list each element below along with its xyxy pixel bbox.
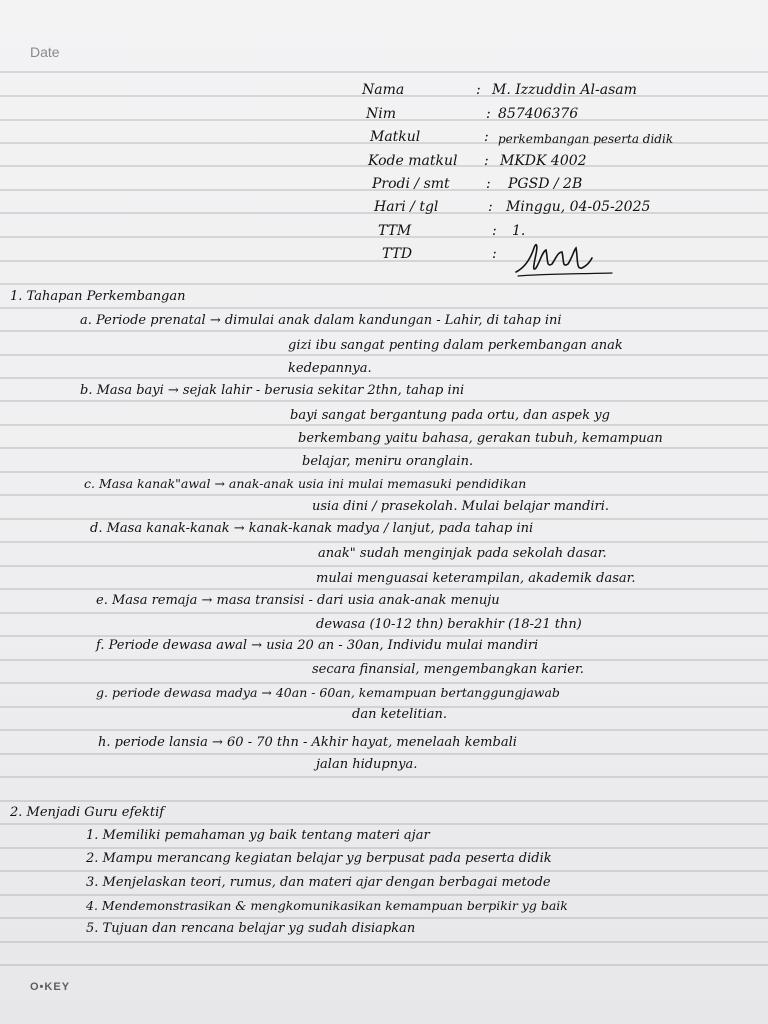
line-item: mulai menguasai keterampilan, akademik dasar.: [316, 571, 636, 586]
date-label: Date: [30, 44, 60, 60]
field-label-kode-matkul: Kode matkul: [368, 153, 458, 169]
field-value-matkul: perkembangan peserta didik: [498, 132, 674, 146]
line-item: g. periode dewasa madya → 40an - 60an, kemampuan bertanggungjawab: [96, 685, 560, 700]
field-sep-prodi: :: [486, 176, 491, 192]
field-value-kode-matkul: MKDK 4002: [500, 153, 587, 169]
field-value-hari: Minggu, 04-05-2025: [506, 199, 651, 215]
field-label-matkul: Matkul: [370, 129, 421, 145]
line-item: kedepannya.: [288, 361, 372, 376]
field-sep-hari: :: [488, 199, 493, 215]
line-item: e. Masa remaja → masa transisi - dari usia anak-anak menuju: [96, 593, 500, 608]
field-label-hari: Hari / tgl: [374, 199, 439, 215]
line-item: usia dini / prasekolah. Mulai belajar mandiri.: [312, 499, 610, 514]
field-label-nim: Nim: [366, 106, 397, 122]
list-item: 2. Mampu merancang kegiatan belajar yg berpusat pada peserta didik: [86, 851, 552, 866]
line-item: gizi ibu sangat penting dalam perkembangan anak: [288, 338, 623, 353]
line-item: belajar, meniru oranglain.: [302, 454, 474, 469]
notebook-brand-logo: O•KEY: [30, 981, 71, 993]
line-item: bayi sangat bergantung pada ortu, dan aspek yg: [290, 408, 610, 423]
line-item: dewasa (10-12 thn) berakhir (18-21 thn): [316, 617, 582, 632]
line-item: c. Masa kanak"awal → anak-anak usia ini mulai memasuki pendidikan: [84, 476, 527, 491]
field-sep-nama: :: [476, 82, 481, 98]
list-item: 4. Mendemonstrasikan & mengkomunikasikan kemampuan berpikir yg baik: [86, 898, 568, 913]
field-sep-ttm: :: [492, 223, 497, 239]
section2-heading: 2. Menjadi Guru efektif: [10, 805, 165, 820]
field-value-nim: 857406376: [498, 106, 579, 122]
line-item: anak" sudah menginjak pada sekolah dasar.: [318, 546, 607, 561]
field-value-prodi: PGSD / 2B: [508, 176, 583, 192]
field-sep-matkul: :: [484, 129, 489, 145]
line-item: f. Periode dewasa awal → usia 20 an - 30an, Individu mulai mandiri: [96, 638, 539, 653]
line-item: d. Masa kanak-kanak → kanak-kanak madya / lanjut, pada tahap ini: [90, 521, 534, 536]
section1-heading: 1. Tahapan Perkembangan: [10, 289, 186, 304]
field-sep-nim: :: [486, 106, 491, 122]
field-value-ttm: 1.: [512, 223, 526, 239]
field-sep-kode-matkul: :: [484, 153, 489, 169]
line-item: secara finansial, mengembangkan karier.: [312, 662, 584, 677]
field-label-ttm: TTM: [378, 223, 412, 239]
field-sep-ttd: :: [492, 246, 497, 262]
line-item: b. Masa bayi → sejak lahir - berusia sekitar 2thn, tahap ini: [80, 383, 465, 398]
list-item: 1. Memiliki pemahaman yg baik tentang materi ajar: [86, 828, 430, 843]
line-item: berkembang yaitu bahasa, gerakan tubuh, kemampuan: [298, 431, 663, 446]
field-label-prodi: Prodi / smt: [372, 176, 450, 192]
line-item: dan ketelitian.: [352, 707, 448, 722]
line-item: jalan hidupnya.: [316, 757, 418, 772]
list-item: 3. Menjelaskan teori, rumus, dan materi ajar dengan berbagai metode: [86, 875, 551, 890]
line-item: h. periode lansia → 60 - 70 thn - Akhir hayat, menelaah kembali: [98, 735, 517, 750]
line-item: a. Periode prenatal → dimulai anak dalam kandungan - Lahir, di tahap ini: [80, 313, 562, 328]
field-value-nama: M. Izzuddin Al-asam: [492, 82, 637, 98]
field-label-nama: Nama: [362, 82, 405, 98]
field-label-ttd: TTD: [382, 246, 413, 262]
signature-image: [512, 238, 622, 280]
list-item: 5. Tujuan dan rencana belajar yg sudah disiapkan: [86, 921, 416, 936]
